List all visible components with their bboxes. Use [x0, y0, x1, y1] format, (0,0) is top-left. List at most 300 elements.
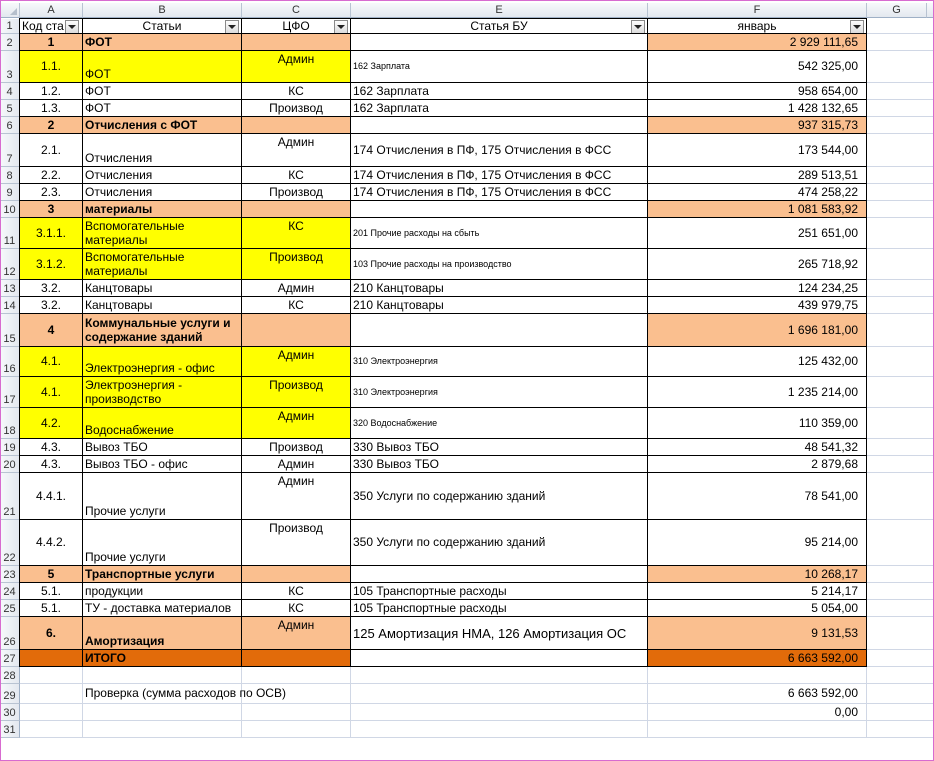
cell-article-7[interactable]: [82, 133, 242, 167]
cell-january-18[interactable]: [647, 407, 867, 439]
cell-cfo-4[interactable]: [241, 82, 351, 100]
cell-january-20[interactable]: [647, 455, 867, 473]
cell-january-13[interactable]: [647, 279, 867, 297]
grid-cell[interactable]: [867, 314, 934, 347]
cell-article-26[interactable]: [82, 616, 242, 650]
row-header-29[interactable]: 29: [0, 684, 20, 704]
check-difference[interactable]: [648, 704, 867, 721]
row-header-18[interactable]: 18: [0, 408, 20, 439]
cell-cfo-16-text: Админ: [277, 348, 315, 362]
cell-code-16[interactable]: [19, 346, 83, 377]
cell-code-26-text: 6.: [45, 625, 56, 640]
cell-january-21-text: 78 541,00: [804, 488, 858, 503]
cell-article-16-text: Электроэнергия - офис: [85, 361, 215, 375]
cell-article-13[interactable]: [82, 279, 242, 297]
cell-article-27-text: ИТОГО: [85, 650, 126, 665]
cell-january-18-text: 110 359,00: [798, 415, 858, 430]
cell-cfo-27[interactable]: [241, 649, 351, 667]
cell-account-11-text: 201 Прочие расходы на сбыть: [353, 227, 480, 238]
cell-cfo-9-text: Производ: [269, 184, 323, 199]
cell-account-8[interactable]: [350, 166, 648, 184]
cell-article-21[interactable]: [82, 472, 242, 520]
grid-cell[interactable]: [648, 667, 867, 684]
cell-article-22[interactable]: [82, 519, 242, 566]
cell-code-20[interactable]: [19, 455, 83, 473]
cell-account-22[interactable]: [350, 519, 648, 566]
cell-code-22[interactable]: [19, 519, 83, 566]
cell-article-24-text: продукции: [85, 583, 144, 598]
row-header-17[interactable]: 17: [0, 377, 20, 408]
check-label[interactable]: [83, 684, 343, 704]
cell-article-24[interactable]: [82, 582, 242, 600]
row-header-4[interactable]: 4: [0, 83, 20, 100]
cell-article-14[interactable]: [82, 296, 242, 314]
row-header-20[interactable]: 20: [0, 456, 20, 473]
cell-code-8[interactable]: [19, 166, 83, 184]
cell-article-23[interactable]: [82, 565, 242, 583]
cell-article-5[interactable]: [82, 99, 242, 117]
cell-account-12[interactable]: [350, 248, 648, 280]
cell-january-22[interactable]: [647, 519, 867, 566]
grid-cell[interactable]: [351, 704, 648, 721]
grid-cell[interactable]: [351, 684, 648, 704]
grid-cell[interactable]: [351, 721, 648, 738]
cell-code-13-text: 3.2.: [40, 280, 61, 295]
cell-code-2[interactable]: [19, 33, 83, 51]
grid-cell[interactable]: [867, 117, 934, 134]
cell-cfo-7[interactable]: [241, 133, 351, 167]
cell-account-5[interactable]: [350, 99, 648, 117]
cell-january-25[interactable]: [647, 599, 867, 617]
header-account-text: Статья БУ: [470, 18, 528, 33]
cell-account-18-text: 320 Водоснабжение: [353, 417, 438, 428]
grid-cell[interactable]: [83, 721, 242, 738]
cell-code-9-text: 2.3.: [40, 184, 61, 199]
cell-january-17[interactable]: [647, 376, 867, 408]
cell-account-14[interactable]: [350, 296, 648, 314]
cell-cfo-25-text: КС: [288, 600, 304, 615]
cell-account-24[interactable]: [350, 582, 648, 600]
cell-article-3[interactable]: [82, 50, 242, 83]
cell-account-5-text: 162 Зарплата: [353, 100, 429, 115]
cell-code-4[interactable]: [19, 82, 83, 100]
cell-cfo-21-text: Админ: [277, 474, 315, 488]
cell-code-2-text: 1: [47, 34, 55, 49]
cell-january-23[interactable]: [647, 565, 867, 583]
cell-article-8-text: Отчисления: [85, 167, 153, 182]
grid-cell[interactable]: [867, 473, 934, 520]
cell-article-10[interactable]: [82, 200, 242, 218]
column-header-f[interactable]: F: [648, 3, 867, 18]
column-header-d[interactable]: [349, 3, 351, 18]
header-account[interactable]: [350, 18, 648, 34]
grid-cell[interactable]: [20, 721, 83, 738]
cell-account-26[interactable]: [350, 616, 648, 650]
grid-cell[interactable]: [867, 600, 934, 617]
grid-cell[interactable]: [83, 667, 242, 684]
column-header-spacer: [927, 3, 934, 18]
cell-cfo-19[interactable]: [241, 438, 351, 456]
cell-account-15[interactable]: [350, 313, 648, 347]
cell-account-21[interactable]: [350, 472, 648, 520]
cell-cfo-15[interactable]: [241, 313, 351, 347]
cell-account-25[interactable]: [350, 599, 648, 617]
cell-account-10[interactable]: [350, 200, 648, 218]
cell-cfo-13[interactable]: [241, 279, 351, 297]
cell-code-26[interactable]: [19, 616, 83, 650]
grid-cell[interactable]: [242, 667, 351, 684]
column-header-c[interactable]: C: [242, 3, 351, 18]
row-header-7[interactable]: 7: [0, 134, 20, 167]
cell-account-7[interactable]: [350, 133, 648, 167]
cell-cfo-11[interactable]: [241, 217, 351, 249]
cell-account-3[interactable]: [350, 50, 648, 83]
cell-january-14-text: 439 979,75: [797, 297, 858, 312]
cell-cfo-6[interactable]: [241, 116, 351, 134]
cell-january-20-text: 2 879,68: [811, 456, 858, 471]
grid-cell[interactable]: [867, 583, 934, 600]
cell-cfo-8[interactable]: [241, 166, 351, 184]
cell-cfo-18[interactable]: [241, 407, 351, 439]
row-header-31[interactable]: 31: [0, 721, 20, 738]
cell-code-23-text: 5: [47, 566, 55, 581]
cell-account-17[interactable]: [350, 376, 648, 408]
row-header-9[interactable]: 9: [0, 184, 20, 201]
grid-cell[interactable]: [867, 34, 934, 51]
cell-code-27[interactable]: [19, 649, 83, 667]
cell-article-8[interactable]: [82, 166, 242, 184]
cell-code-24[interactable]: [19, 582, 83, 600]
cell-january-3[interactable]: [647, 50, 867, 83]
cell-code-3-text: 1.1.: [40, 59, 61, 73]
cell-article-27[interactable]: [82, 649, 242, 667]
row-header-28[interactable]: 28: [0, 667, 20, 684]
cell-january-9-text: 474 258,22: [797, 184, 858, 199]
column-header-a[interactable]: A: [20, 3, 83, 18]
grid-cell[interactable]: [867, 167, 934, 184]
cell-article-16[interactable]: [82, 346, 242, 377]
cell-january-16[interactable]: [647, 346, 867, 377]
cell-code-18[interactable]: [19, 407, 83, 439]
cell-account-4[interactable]: [350, 82, 648, 100]
cell-article-26-text: Амортизация: [85, 634, 165, 648]
cell-cfo-20[interactable]: [241, 455, 351, 473]
cell-account-11[interactable]: [350, 217, 648, 249]
cell-article-2-text: ФОТ: [85, 34, 112, 49]
filter-button-c[interactable]: [334, 20, 348, 34]
grid-cell[interactable]: [20, 684, 83, 704]
cell-code-24-text: 5.1.: [40, 583, 61, 598]
grid-cell[interactable]: [867, 249, 934, 280]
cell-code-5[interactable]: [19, 99, 83, 117]
cell-january-2[interactable]: [647, 33, 867, 51]
grid-cell[interactable]: [867, 408, 934, 439]
cell-code-17[interactable]: [19, 376, 83, 408]
cell-code-21[interactable]: [19, 472, 83, 520]
check-value[interactable]: [648, 684, 867, 704]
grid-cell[interactable]: [867, 377, 934, 408]
cell-january-24[interactable]: [647, 582, 867, 600]
cell-january-26[interactable]: [647, 616, 867, 650]
grid-cell[interactable]: [867, 667, 934, 684]
row-header-12[interactable]: 12: [0, 249, 20, 280]
cell-cfo-24[interactable]: [241, 582, 351, 600]
row-header-26[interactable]: 26: [0, 617, 20, 650]
row-header-27[interactable]: 27: [0, 650, 20, 667]
cell-article-14-text: Канцтовары: [85, 297, 153, 312]
row-header-5[interactable]: 5: [0, 100, 20, 117]
cell-code-3[interactable]: [19, 50, 83, 83]
cell-cfo-24-text: КС: [288, 583, 304, 598]
row-header-11[interactable]: 11: [0, 218, 20, 249]
grid-cell[interactable]: [867, 184, 934, 201]
grid-cell[interactable]: [83, 704, 242, 721]
cell-cfo-2[interactable]: [241, 33, 351, 51]
cell-cfo-9[interactable]: [241, 183, 351, 201]
cell-january-11[interactable]: [647, 217, 867, 249]
grid-cell[interactable]: [867, 617, 934, 650]
cell-code-11[interactable]: [19, 217, 83, 249]
header-cfo-text: ЦФО: [282, 18, 310, 33]
cell-january-10[interactable]: [647, 200, 867, 218]
header-january[interactable]: [647, 18, 867, 34]
cell-article-12[interactable]: [82, 248, 242, 280]
cell-article-18[interactable]: [82, 407, 242, 439]
cell-account-18[interactable]: [350, 407, 648, 439]
cell-account-19-text: 330 Вывоз ТБО: [353, 439, 440, 454]
cell-cfo-22[interactable]: [241, 519, 351, 566]
grid-cell[interactable]: [867, 566, 934, 583]
row-header-24[interactable]: 24: [0, 583, 20, 600]
cell-article-11[interactable]: [82, 217, 242, 249]
cell-article-21-text: Прочие услуги: [85, 504, 166, 518]
cell-cfo-7-text: Админ: [277, 135, 315, 149]
cell-article-12-text: Вспомогательные материалы: [85, 250, 185, 278]
cell-code-11-text: 3.1.1.: [35, 225, 67, 240]
column-header-g[interactable]: G: [867, 3, 927, 18]
cell-january-5[interactable]: [647, 99, 867, 117]
cell-cfo-12[interactable]: [241, 248, 351, 280]
cell-article-19-text: Вывоз ТБО: [85, 439, 148, 454]
cell-code-19[interactable]: [19, 438, 83, 456]
row-header-8[interactable]: 8: [0, 167, 20, 184]
filter-button-e[interactable]: [631, 20, 645, 34]
row-header-3[interactable]: 3: [0, 51, 20, 83]
cell-article-18-text: Водоснабжение: [85, 423, 174, 437]
cell-cfo-10[interactable]: [241, 200, 351, 218]
cell-cfo-17[interactable]: [241, 376, 351, 408]
cell-cfo-21[interactable]: [241, 472, 351, 520]
grid-cell[interactable]: [867, 721, 934, 738]
cell-account-21-text: 350 Услуги по содержанию зданий: [353, 488, 546, 503]
filter-button-a[interactable]: [65, 20, 79, 34]
cell-account-7-text: 174 Отчисления в ПФ, 175 Отчисления в ФСС: [353, 142, 612, 157]
cell-january-4-text: 958 654,00: [797, 83, 858, 98]
row-header-14[interactable]: 14: [0, 297, 20, 314]
cell-account-9[interactable]: [350, 183, 648, 201]
cell-cfo-26-text: Админ: [277, 618, 315, 632]
cell-code-19-text: 4.3.: [40, 439, 61, 454]
row-header-21[interactable]: 21: [0, 473, 20, 520]
cell-january-14[interactable]: [647, 296, 867, 314]
grid-cell[interactable]: [242, 721, 351, 738]
cell-january-26-text: 9 131,53: [811, 625, 858, 640]
row-header-13[interactable]: 13: [0, 280, 20, 297]
cell-article-17[interactable]: [82, 376, 242, 408]
header-january-text: январь: [737, 18, 777, 33]
grid-cell[interactable]: [20, 704, 83, 721]
row-header-25[interactable]: 25: [0, 600, 20, 617]
cell-january-25-text: 5 054,00: [811, 600, 858, 615]
grid-cell[interactable]: [867, 650, 934, 667]
grid-cell[interactable]: [867, 19, 934, 34]
cell-article-9[interactable]: [82, 183, 242, 201]
cell-account-17-text: 310 Электроэнергия: [353, 386, 438, 397]
cell-january-23-text: 10 268,17: [804, 566, 858, 581]
row-header-22[interactable]: 22: [0, 520, 20, 566]
cell-code-10-text: 3: [47, 201, 55, 216]
cell-january-8[interactable]: [647, 166, 867, 184]
cell-code-6-text: 2: [47, 117, 55, 132]
select-all-corner[interactable]: [0, 3, 20, 18]
cell-article-13-text: Канцтовары: [85, 280, 153, 295]
cell-account-23[interactable]: [350, 565, 648, 583]
row-header-19[interactable]: 19: [0, 439, 20, 456]
grid-cell[interactable]: [867, 201, 934, 218]
row-header-23[interactable]: 23: [0, 566, 20, 583]
grid-cell[interactable]: [867, 347, 934, 377]
cell-code-9[interactable]: [19, 183, 83, 201]
cell-code-5-text: 1.3.: [40, 100, 61, 115]
cell-account-26-text: 125 Амортизация НМА, 126 Амортизация ОС: [353, 625, 627, 641]
cell-account-2[interactable]: [350, 33, 648, 51]
grid-cell[interactable]: [867, 100, 934, 117]
cell-article-25[interactable]: [82, 599, 242, 617]
cell-account-8-text: 174 Отчисления в ПФ, 175 Отчисления в ФСС: [353, 167, 612, 182]
grid-cell[interactable]: [20, 667, 83, 684]
grid-cell[interactable]: [867, 456, 934, 473]
cell-account-13[interactable]: [350, 279, 648, 297]
grid-cell[interactable]: [867, 520, 934, 566]
cell-code-15[interactable]: [19, 313, 83, 347]
cell-article-20[interactable]: [82, 455, 242, 473]
cell-account-27[interactable]: [350, 649, 648, 667]
cell-code-12[interactable]: [19, 248, 83, 280]
row-header-10[interactable]: 10: [0, 201, 20, 218]
cell-article-22-text: Прочие услуги: [85, 550, 166, 564]
cell-code-10[interactable]: [19, 200, 83, 218]
cell-cfo-11-text: КС: [288, 219, 304, 233]
column-header-e[interactable]: E: [351, 3, 648, 18]
grid-cell[interactable]: [867, 83, 934, 100]
grid-cell[interactable]: [867, 439, 934, 456]
grid-cell[interactable]: [867, 297, 934, 314]
cell-article-5-text: ФОТ: [85, 100, 111, 115]
cell-account-20[interactable]: [350, 455, 648, 473]
cell-cfo-17-text: Производ: [269, 378, 323, 392]
cell-code-7[interactable]: [19, 133, 83, 167]
cell-code-7-text: 2.1.: [40, 142, 61, 157]
cell-code-13[interactable]: [19, 279, 83, 297]
cell-january-27[interactable]: [647, 649, 867, 667]
cell-cfo-8-text: КС: [288, 167, 304, 182]
cell-cfo-16[interactable]: [241, 346, 351, 377]
cell-cfo-14[interactable]: [241, 296, 351, 314]
cell-article-7-text: Отчисления: [85, 151, 153, 165]
grid-cell[interactable]: [648, 721, 867, 738]
cell-article-2[interactable]: [82, 33, 242, 51]
grid-cell[interactable]: [867, 134, 934, 167]
cell-january-6[interactable]: [647, 116, 867, 134]
cell-code-14-text: 3.2.: [40, 297, 61, 312]
cell-article-6[interactable]: [82, 116, 242, 134]
cell-article-19[interactable]: [82, 438, 242, 456]
cell-code-6[interactable]: [19, 116, 83, 134]
cell-account-25-text: 105 Транспортные расходы: [353, 600, 507, 615]
cell-january-21[interactable]: [647, 472, 867, 520]
check-value-text: 6 663 592,00: [787, 686, 858, 700]
cell-january-27-text: 6 663 592,00: [787, 650, 858, 665]
cell-january-13-text: 124 234,25: [797, 280, 858, 295]
grid-cell[interactable]: [867, 51, 934, 83]
cell-code-14[interactable]: [19, 296, 83, 314]
cell-january-4[interactable]: [647, 82, 867, 100]
column-header-b[interactable]: B: [83, 3, 242, 18]
cell-account-22-text: 350 Услуги по содержанию зданий: [353, 535, 546, 549]
grid-cell[interactable]: [867, 218, 934, 249]
cell-january-12[interactable]: [647, 248, 867, 280]
cell-january-19[interactable]: [647, 438, 867, 456]
cell-article-17-text: Электроэнергия - производство: [85, 378, 183, 406]
cell-cfo-5[interactable]: [241, 99, 351, 117]
filter-button-b[interactable]: [225, 20, 239, 34]
cell-code-25-text: 5.1.: [40, 600, 61, 615]
cell-january-8-text: 289 513,51: [797, 167, 858, 182]
cell-code-8-text: 2.2.: [40, 167, 61, 182]
cell-account-6[interactable]: [350, 116, 648, 134]
grid-cell[interactable]: [351, 667, 648, 684]
cell-cfo-26[interactable]: [241, 616, 351, 650]
grid-cell[interactable]: [867, 684, 934, 704]
row-header-30[interactable]: 30: [0, 704, 20, 721]
cell-code-25[interactable]: [19, 599, 83, 617]
row-header-2[interactable]: 2: [0, 34, 20, 51]
row-header-6[interactable]: 6: [0, 117, 20, 134]
cell-january-15[interactable]: [647, 313, 867, 347]
cell-account-19[interactable]: [350, 438, 648, 456]
cell-article-15-text: Коммунальные услуги и содержание зданий: [85, 316, 231, 344]
grid-cell[interactable]: [867, 280, 934, 297]
cell-account-16[interactable]: [350, 346, 648, 377]
header-articles-text: Статьи: [142, 18, 182, 33]
cell-january-7[interactable]: [647, 133, 867, 167]
cell-account-16-text: 310 Электроэнергия: [353, 356, 438, 366]
row-header-1[interactable]: 1: [0, 19, 20, 34]
cell-cfo-23[interactable]: [241, 565, 351, 583]
cell-article-15[interactable]: [82, 313, 242, 347]
cell-article-4[interactable]: [82, 82, 242, 100]
row-header-16[interactable]: 16: [0, 347, 20, 377]
grid-cell[interactable]: [867, 704, 934, 721]
cell-january-9[interactable]: [647, 183, 867, 201]
row-header-15[interactable]: 15: [0, 314, 20, 347]
grid-cell[interactable]: [242, 704, 351, 721]
filter-button-f[interactable]: [850, 20, 864, 34]
cell-cfo-3[interactable]: [241, 50, 351, 83]
cell-cfo-25[interactable]: [241, 599, 351, 617]
cell-code-23[interactable]: [19, 565, 83, 583]
header-articles[interactable]: [82, 18, 242, 34]
